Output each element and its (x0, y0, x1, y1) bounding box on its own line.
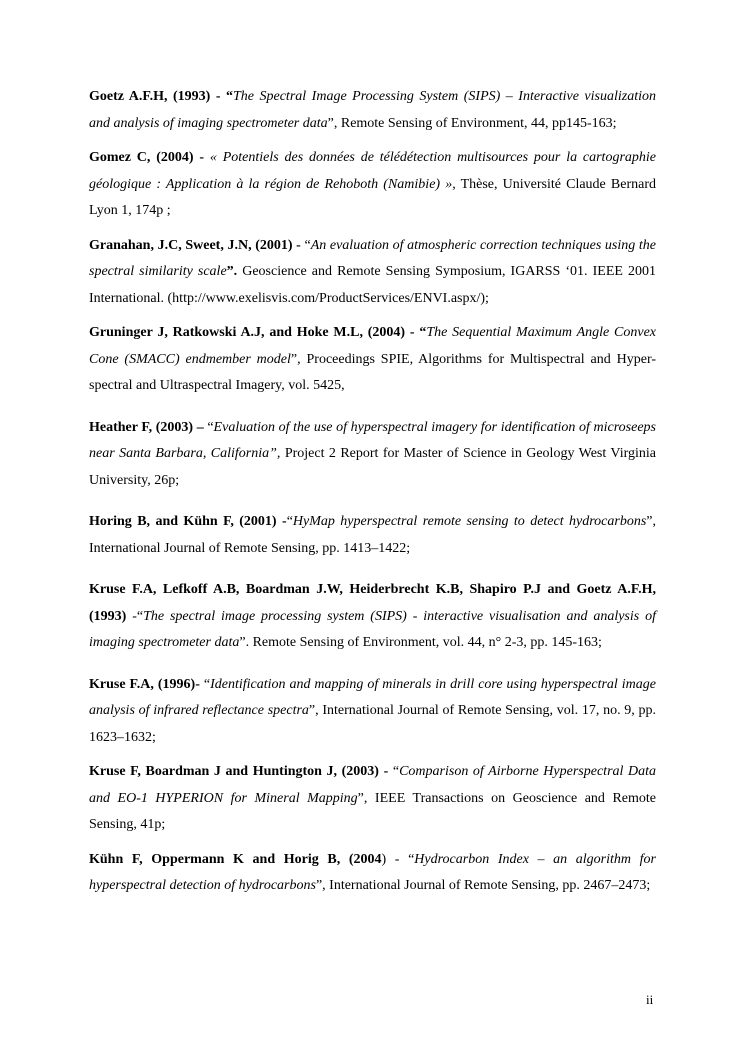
reference-source: ”, International Journal of Remote Sensing, pp. 2467–2473; (315, 878, 651, 893)
reference-source: , Thèse, Université Claude Bernard Lyon 1, 174p ; (89, 176, 656, 218)
reference-source: ”. Remote Sensing of Environment, vol. 44, n° 2-3, pp. 145-163; (239, 635, 602, 650)
reference-entry (89, 233, 656, 313)
reference-authors: Heather F, (2003) – (89, 419, 204, 435)
reference-entry (89, 847, 656, 900)
page-number: ii (646, 992, 654, 1007)
reference-title: The Sequential Maximum Angle Convex Cone (SMACC) endmember model (89, 325, 656, 367)
reference-title: The spectral image processing system (SIPS) - interactive visualisation and analysis of imaging spectrometer data (89, 608, 656, 650)
reference-entry (89, 320, 656, 400)
reference-quote: “ (286, 514, 293, 529)
reference-authors: Granahan, J.C, Sweet, J.N, (2001) - (89, 237, 305, 253)
reference-authors: Kruse F, Boardman J and Huntington J, (2003) - (89, 764, 389, 779)
reference-authors: Gruninger J, Ratkowski A.J, and Hoke M.L, (2004) - “ (89, 325, 427, 340)
reference-entry (89, 509, 656, 562)
reference-source: ”, IEEE Transactions on Geoscience and Remote Sensing, 41p; (89, 790, 656, 832)
reference-entry (89, 672, 656, 752)
reference-authors: Kruse F.A, Lefkoff A.B, Boardman J.W, Heiderbrecht K.B, Shapiro P.J and Goetz A.F.H, (1993) (89, 582, 656, 624)
reference-authors: Horing B, and Kühn F, (2001) - (89, 514, 287, 529)
reference-source: ”, Remote Sensing of Environment, 44, pp145-163; (327, 115, 617, 131)
reference-authors: Kruse F.A, (1996)- (89, 676, 200, 692)
reference-title: Evaluation of the use of hyperspectral imagery for identification of microseeps near Santa Barbara, California”, (89, 419, 656, 461)
reference-title: Identification and mapping of minerals in drill core using hyperspectral image analysis of infrared reflectance spectra (89, 676, 656, 718)
reference-quote: “ (203, 419, 214, 435)
reference-authors: Kühn F, Oppermann K and Horig B, (2004 (89, 851, 382, 867)
reference-quote: “ (199, 676, 211, 692)
reference-quote: ) - “ (381, 851, 415, 867)
reference-title: An evaluation of atmospheric correction techniques using the spectral similarity scale (89, 237, 656, 279)
reference-quote: “ (388, 764, 400, 779)
reference-title: HyMap hyperspectral remote sensing to detect hydrocarbons (292, 514, 647, 529)
reference-entry (89, 84, 656, 137)
reference-title: Hydrocarbon Index – an algorithm for hyperspectral detection of hydrocarbons (89, 851, 656, 893)
reference-quote: -“ (126, 608, 144, 624)
reference-entry (89, 415, 656, 495)
reference-source: Geoscience and Remote Sensing Symposium, IGARSS ‘01. IEEE 2001 International. (http://www.exelisvis.com/ProductServices/ENVI.aspx/); (89, 264, 656, 306)
reference-source: ”, International Journal of Remote Sensing, pp. 1413–1422; (89, 514, 656, 556)
reference-source: ”, Proceedings SPIE, Algorithms for Multispectral and Hyper-spectral and Ultraspectral Imagery, vol. 5425, (89, 351, 656, 393)
reference-entry (89, 759, 656, 839)
references-page (89, 84, 656, 908)
reference-title: Comparison of Airborne Hyperspectral Data and EO-1 HYPERION for Mineral Mapping (89, 764, 657, 806)
reference-source: ”, International Journal of Remote Sensing, vol. 17, no. 9, pp. 1623–1632; (89, 703, 657, 745)
reference-title: The Spectral Image Processing System (SIPS) – Interactive visualization and analysis of imaging spectrometer data (89, 89, 656, 131)
reference-entry (89, 577, 656, 657)
reference-quote: “ (304, 237, 311, 253)
reference-title: « Potentiels des données de télédétection multisources pour la cartographie géologique : Application à la région de Rehoboth (Namibie) » (89, 150, 657, 192)
reference-authors: Gomez C, (2004) - (89, 150, 210, 165)
reference-authors: Goetz A.F.H, (1993) - “ (89, 89, 233, 104)
reference-entry (89, 145, 656, 225)
reference-quote-close: ”. (226, 264, 238, 279)
reference-source: Project 2 Report for Master of Science in Geology West Virginia University, 26p; (89, 446, 656, 488)
